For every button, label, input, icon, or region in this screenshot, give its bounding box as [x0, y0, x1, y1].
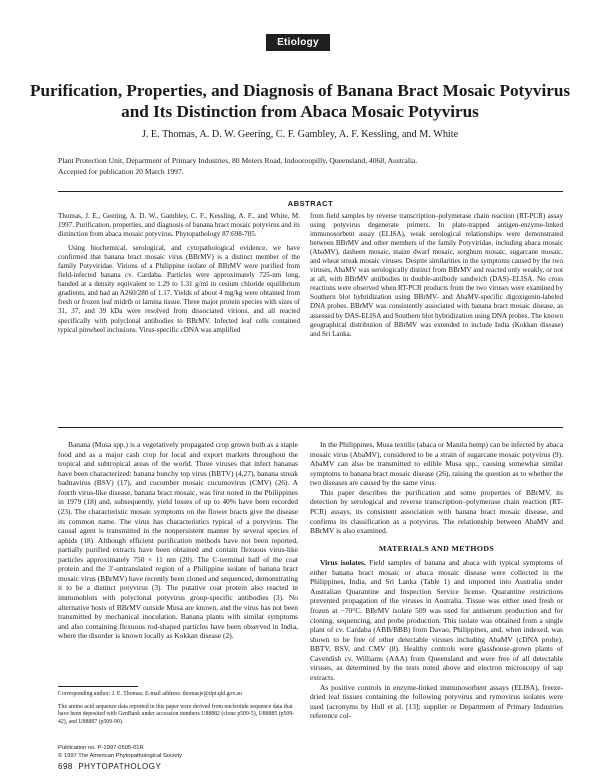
- copyright: © 1997 The American Phytopathological Society: [58, 752, 183, 759]
- methods-heading: MATERIALS AND METHODS: [378, 543, 495, 553]
- abstract-left-column: [58, 212, 300, 335]
- virus-isolates-heading: Virus isolates.: [320, 558, 366, 568]
- publication-number: Publication no. P-1997-0505-01R: [58, 745, 144, 751]
- footnote-rule: [58, 686, 138, 687]
- page-number: 698: [58, 762, 73, 771]
- correspondence: Corresponding author: J. E. Thomas; E-mail address: thomasje@dpi.qld.gov.au: [58, 691, 242, 697]
- abstract-paragraph-2: from field samples by reverse transcription–polymerase chain reaction (RT-PCR) assay using potyvirus degenerate primers. In plate-trapped antigen-enzyme-linked immunosorbent assay (ELISA), weak serological relationships were demonstrated between BBrMV and other members of the family Potyviridae, including abaca mosaic (AbaMV), dasheen mosaic, maize dwarf mosaic, sorghum mosaic, sugarcane mosaic, and wheat streak mosaic viruses. Despite similarities in the symptoms caused by the two viruses, AbaMV was serologically distinct from BBrMV and reacted only weakly, or not at all, with BBrMV antibodies in double-antibody sandwich (DAS)–ELISA. No cross reactions were observed when RT-PCR products from the two viruses were examined by Southern blot hybridization using BBrMV- and AbaMV-specific digoxigenin-labeled DNA probes. BBrMV was consistently associated with banana bract mosaic disease, as assessed by DAS-ELISA and Southern blot hybridization using DNA probes. The known geographical distribution of BBrMV was extended to include India (Kokkan disease) and Sri Lanka.: [310, 212, 563, 338]
- abstract-heading: ABSTRACT: [287, 199, 334, 208]
- abstract-top-rule: [58, 191, 563, 192]
- intro-paragraph: Banana (Musa spp.) is a vegetatively propagated crop grown both as a staple food and as a major cash crop for local and export markets throughout the tropical and subtropical areas of the world. Three viruses that infect bananas have been characterized: banana bunchy top virus (BBTV) (4,27), banana streak badnavirus (BSV) (17), and cucumber mosaic cucumovirus (CMV) (26). A fourth virus-like disease, banana bract mosaic, was first noted in the Philippines in 1979 (18) and, subsequently, yield losses of up to 40% have been recorded (23). The characteristic mosaic symptoms on the flower bracts give the disease its common name. The virus has characteristics typical of a potyvirus. The causal agent is transmitted in the nonpersistent manner by several species of aphids (18). Although efficient purification methods have not been reported, partially purified extracts have been obtained and contain flexuous virus-like particles approximately 750 × 11 nm (20). The C-terminal half of the coat protein and the 3′-untranslated region of a Philippine isolate of banana bract mosaic virus (BBrMV) have recently been cloned and sequenced, demonstrating it to be a distinct potyvirus (3). The putative coat protein also reacted in immunoblots with polyclonal potyvirus group-specific antibodies (3). No alternative hosts of BBrMV outside Musa are known, and the virus has not been transmitted by mechanical inoculation. Banana plants with similar symptoms and also containing flexuous rod-shaped particles have been observed in India, where the disorder is known locally as Kokkan disease (2).: [58, 440, 298, 641]
- abstract-paragraph-1: Using biochemical, serological, and cytopathological evidence, we have confirmed that banana bract mosaic virus (BBrMV) is a distinct member of the family Potyviridae. Virions of a Philippine isolate of BBrMV were purified from field-infected banana cv. Cardaba. Particles were approximately 725-nm long, banded at a density equivalent to 1.29 to 1.31 g/ml in cesium chloride equilibrium gradients, and had an A260/280 of 1.17. Yields of about 4 mg/kg were obtained from fresh or frozen leaf midrib or lamina tissue. Three major protein species with sizes of 31, 37, and 39 kDa were resolved from dissociated virions, and all reacted specifically with polyclonal antibodies to BBrMV. Infected leaf cells contained typical pinwheel inclusions. Virus-specific cDNA was amplified: [58, 244, 300, 334]
- sequence-note: The amino acid sequence data reported in this paper were derived from nucleotide sequence data that have been deposited with GenBank under accession numbers U88882 (clone p509-5), U88885 (p509-42), and U88887 (p509-90).: [58, 703, 295, 725]
- intro-paragraph-aims: This paper describes the purification and some properties of BBrMV, its detection by serological and reverse transcription–polymerase chain reaction (RT-PCR) assays, its consistent association with banana bract mosaic disease, and confirms its classification as a potyvirus. The relationship between AbaMV and BBrMV is also examined.: [310, 487, 563, 536]
- abstract-right-column: [310, 212, 563, 339]
- intro-left-column: [58, 440, 298, 641]
- virus-isolates-text: Field samples of banana and abaca with typical symptoms of either banana bract mosaic or abaca mosaic disease were collected in the Philippines, India, and Sri Lanka (Table 1) and imported into Australia under Australian Quarantine and Inspection Service license. Quarantine restrictions prevented propagation of the viruses in Australia. Tissue was either used fresh or frozen at −70°C. BBrMV isolate 509 was used for antiserum production and for cloning, sequencing, and probe production. This isolate was obtained from a single plant of cv. Cardaba (ABB/BBB) from Davao, Philippines, and, when indexed, was shown to be free of other detectable viruses including AbaMV (cDNA probe), BBTV, BSV, and CMV (8). Healthy controls were glasshouse-grown plants of Cavendish cv. Williams (AAA) from Queensland and were free of all detectable viruses, as determined by the tests noted above and electron microscopy of sap extracts.: [310, 558, 563, 682]
- affiliation-block: [58, 156, 568, 177]
- section-tag: Etiology: [266, 34, 330, 51]
- title-line-2: and Its Distinction from Abaca Mosaic Potyvirus: [121, 102, 479, 121]
- journal-name: PHYTOPATHOLOGY: [78, 762, 162, 771]
- right-column: [310, 440, 563, 721]
- abstract-citation: Thomas, J. E., Geering, A. D. W., Gambley, C. F., Kessling, A. F., and White, M. 1997. Purification, properties, and diagnosis of banana bract mosaic potyvirus and its distinction from abaca mosaic potyvirus. Phytopathology 87:698-705.: [58, 212, 300, 239]
- title-line-1: Purification, Properties, and Diagnosis of Banana Bract Mosaic Potyvirus: [30, 81, 571, 100]
- virus-isolates-paragraph: [310, 558, 563, 682]
- accepted-date: Accepted for publication 20 March 1997.: [58, 166, 184, 176]
- abstract-bottom-rule: [58, 427, 563, 428]
- elisa-controls-paragraph: As positive controls in enzyme-linked immunosorbent assays (ELISA), freeze-dried leaf tissues containing the following potyvirus and rymovirus isolates were used (acronyms by Hull et al. [13]; supplier or Department of Primary Industries reference col-: [310, 682, 563, 721]
- footnotes: [58, 691, 298, 726]
- running-footer: [58, 762, 161, 771]
- affiliation: Plant Protection Unit, Department of Primary Industries, 80 Meiers Road, Indooroopilly, Queensland, 4068, Australia.: [58, 156, 418, 165]
- authors: J. E. Thomas, A. D. W. Geering, C. F. Gambley, A. F. Kessling, and M. White: [141, 129, 459, 140]
- intro-paragraph-abaca: In the Philippines, Musa textilis (abaca or Manila hemp) can be infected by abaca mosaic virus (AbaMV), considered to be a strain of sugarcane mosaic potyvirus (9). AbaMV can also be transmitted to edible Musa spp., causing somewhat similar symptoms to banana bract mosaic disease (26), raising the question as to whether the two diseases are caused by the same virus.: [310, 440, 563, 488]
- paper-title: [30, 80, 570, 122]
- publication-info: [58, 745, 298, 761]
